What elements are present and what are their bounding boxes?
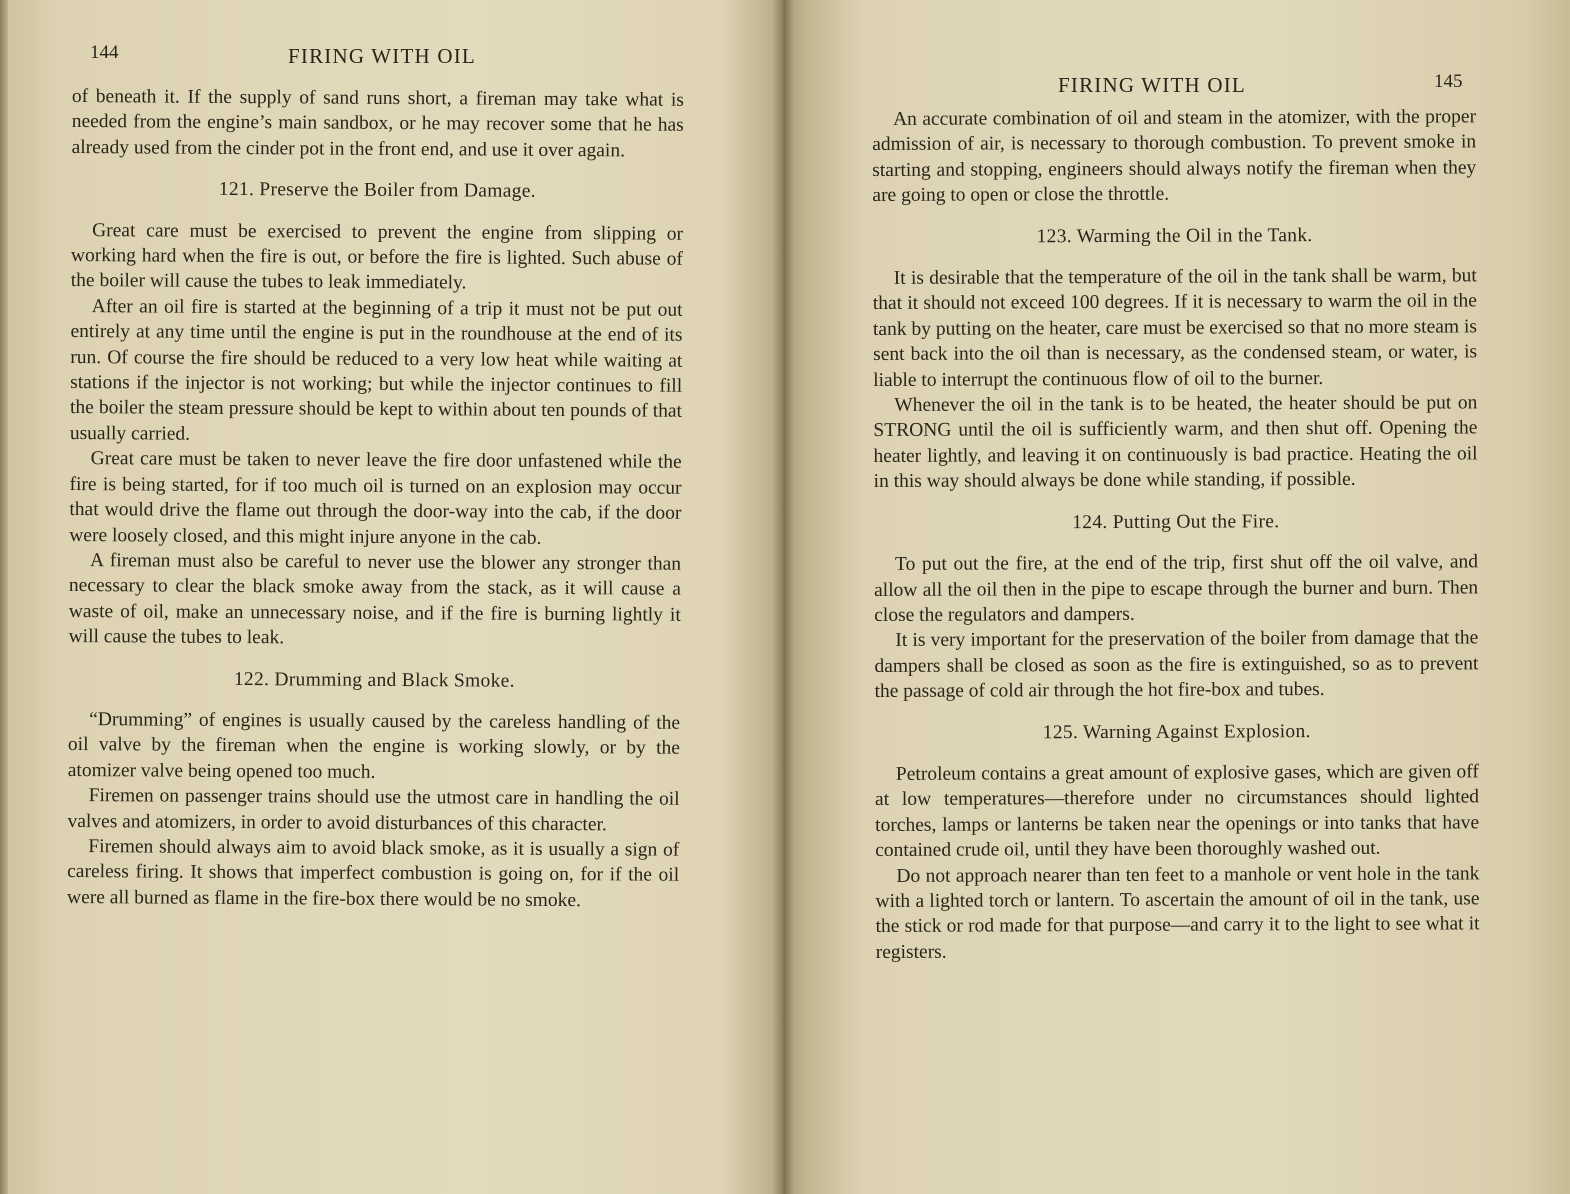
paragraph: A fireman must also be careful to never use the blower any stronger than necessary to clear the black smoke away from the stack, as it will cause a waste of oil, make an unnecessary noise, and if the fire is burning lightly it will cause the tubes to leak. (68, 550, 682, 649)
paragraph: Great care must be exercised to prevent the engine from slipping or working hard when the fire is out, or before the fire is lighted. Such abuse of the boiler will cause the tubes to leak immediately. (70, 219, 684, 294)
paragraph: It is desirable that the temperature of the oil in the tank shall be warm, but that it should not exceed 100 degrees. If it is necessary to warm the oil in the tank by putting on the heater, care must be exercised so that no more steam is sent back into the oil than is necessary, as the condensed steam, or water, is liable to interrupt the continuous flow of oil to the burner. (872, 265, 1478, 391)
paragraph: Petroleum contains a great amount of explosive gases, which are given off at low temperatures—therefore under no circumstances should lighted torches, lamps or lanterns be taken near the openings or into tanks that have contained crude oil, until they have been thoroughly washed out. (874, 761, 1480, 862)
paragraph: Firemen on passenger trains should use the utmost care in handling the oil valves and atomizers, in order to avoid disturbances of this character. (67, 785, 680, 835)
paragraph: An accurate combination of oil and steam in the atomizer, with the proper admission of air, is necessary to thorough combustion. To prevent smoke in starting and stopping, engineers should always notify the fireman when they are going to open or close the throttle. (872, 106, 1477, 207)
section-heading: 121. Preserve the Boiler from Damage. (218, 179, 536, 203)
running-header: FIRING WITH OIL (1058, 73, 1246, 97)
page-number: 144 (90, 42, 119, 63)
page-body (872, 104, 1480, 965)
section-heading: 123. Warming the Oil in the Tank. (1036, 224, 1313, 247)
paragraph: Whenever the oil in the tank is to be heated, the heater should be put on STRONG until the oil is sufficiently warm, and then shut off. Opening the heater lightly, and leaving it on continuously is bad practice. Heating the oil in this way should always be done while standing, if possible. (873, 392, 1478, 493)
paragraph: It is very important for the preservation of the boiler from damage that the dampers shall be closed as soon as the fire is extinguished, so as to prevent the passage of cold air through the hot fire-box and tubes. (874, 627, 1479, 703)
paragraph: of beneath it. If the supply of sand runs short, a fireman may take what is needed from the engine’s main sandbox, or he may recover some that he has already used from the cinder pot in the front end, and use it over again. (71, 85, 684, 162)
paragraph: Great care must be taken to never leave the fire door unfastened while the fire is being started, for if too much oil is turned on an explosion may occur that would drive the flame out through the door-way into the cab, if the door were loosely closed, and this might injure anyone in the cab. (69, 448, 682, 549)
right-page (790, 0, 1570, 1194)
paragraph: To put out the fire, at the end of the trip, first shut off the oil valve, and allow all the oil then in the pipe to escape through the burner and burn. Then close the regulators and dampers. (874, 551, 1479, 626)
paragraph: After an oil fire is started at the beginning of a trip it must not be put out entirely at any time until the engine is put in the roundhouse at the end of its run. Of course the fire should be reduced to a very low heat while waiting at stations if the injector is not working; but while the injector continues to fill the boiler the steam pressure should be kept to within about ten pounds of that usually carried. (69, 295, 683, 445)
paragraph: Do not approach nearer than ten feet to a manhole or vent hole in the tank with a lighted torch or lantern. To ascertain the amount of oil in the tank, use the stick or rod made for that purpose—and carry it to the light to see what it registers. (875, 862, 1480, 963)
page-number: 145 (1434, 71, 1463, 92)
running-header: FIRING WITH OIL (288, 44, 476, 68)
section-heading: 122. Drumming and Black Smoke. (233, 668, 515, 692)
section-heading: 125. Warning Against Explosion. (1042, 720, 1311, 743)
paragraph: “Drumming” of engines is usually caused by the careless handling of the oil valve by the fireman when the engine is working slowly, or by the atomizer valve being opened too much. (67, 709, 681, 783)
section-heading: 124. Putting Out the Fire. (1072, 510, 1280, 533)
page-body (67, 84, 684, 914)
left-page (0, 0, 782, 1194)
paragraph: Firemen should always aim to avoid black smoke, as it is usually a sign of careless firing. It shows that imperfect combustion is going on, for if the oil were all burned as flame in the fire-box there would be no smoke. (66, 836, 680, 911)
